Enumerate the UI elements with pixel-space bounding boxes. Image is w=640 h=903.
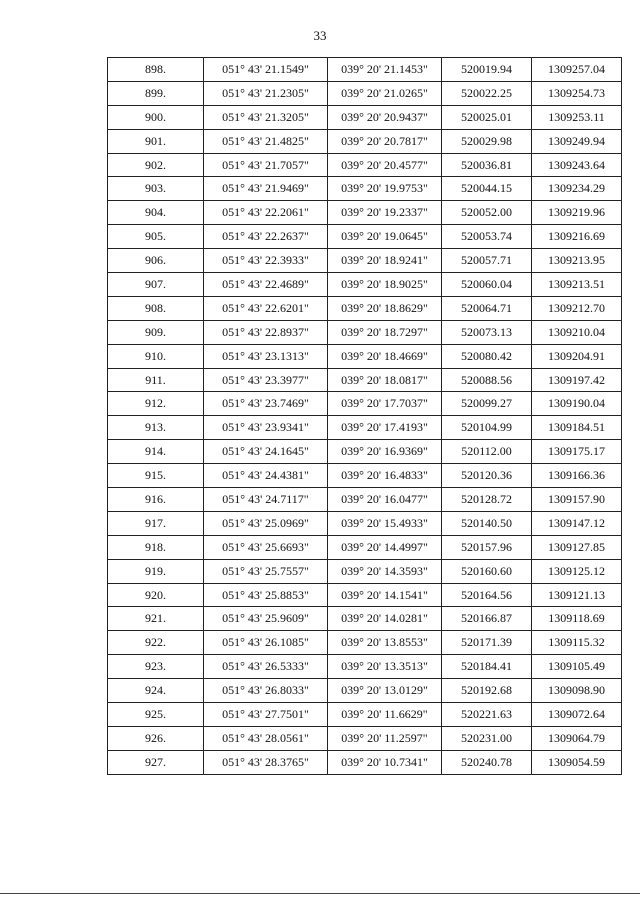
latitude-cell: 051° 43' 25.8853" (204, 583, 328, 607)
y-coordinate-cell: 1309253.11 (532, 105, 622, 129)
bottom-rule (0, 893, 640, 894)
x-coordinate-cell: 520171.39 (442, 631, 532, 655)
point-number-cell: 913. (108, 416, 204, 440)
table-row (108, 129, 622, 153)
x-coordinate-cell: 520053.74 (442, 225, 532, 249)
y-coordinate-cell: 1309213.95 (532, 249, 622, 273)
y-coordinate-cell: 1309212.70 (532, 296, 622, 320)
point-number-cell: 915. (108, 464, 204, 488)
longitude-cell: 039° 20' 18.9025" (328, 273, 442, 297)
table-row (108, 320, 622, 344)
longitude-cell: 039° 20' 14.0281" (328, 607, 442, 631)
y-coordinate-cell: 1309213.51 (532, 273, 622, 297)
y-coordinate-cell: 1309216.69 (532, 225, 622, 249)
point-number-cell: 906. (108, 249, 204, 273)
y-coordinate-cell: 1309190.04 (532, 392, 622, 416)
y-coordinate-cell: 1309249.94 (532, 129, 622, 153)
longitude-cell: 039° 20' 20.9437" (328, 105, 442, 129)
y-coordinate-cell: 1309147.12 (532, 511, 622, 535)
coordinate-table (107, 57, 622, 775)
longitude-cell: 039° 20' 11.6629" (328, 703, 442, 727)
x-coordinate-cell: 520060.04 (442, 273, 532, 297)
latitude-cell: 051° 43' 26.1085" (204, 631, 328, 655)
table-row (108, 750, 622, 774)
y-coordinate-cell: 1309118.69 (532, 607, 622, 631)
point-number-cell: 901. (108, 129, 204, 153)
longitude-cell: 039° 20' 11.2597" (328, 726, 442, 750)
point-number-cell: 903. (108, 177, 204, 201)
y-coordinate-cell: 1309105.49 (532, 655, 622, 679)
table-row (108, 368, 622, 392)
x-coordinate-cell: 520192.68 (442, 679, 532, 703)
table-row (108, 583, 622, 607)
coordinate-table-body (108, 58, 622, 775)
longitude-cell: 039° 20' 10.7341" (328, 750, 442, 774)
point-number-cell: 905. (108, 225, 204, 249)
table-row (108, 153, 622, 177)
y-coordinate-cell: 1309121.13 (532, 583, 622, 607)
longitude-cell: 039° 20' 13.8553" (328, 631, 442, 655)
longitude-cell: 039° 20' 18.8629" (328, 296, 442, 320)
point-number-cell: 926. (108, 726, 204, 750)
point-number-cell: 919. (108, 559, 204, 583)
longitude-cell: 039° 20' 18.0817" (328, 368, 442, 392)
latitude-cell: 051° 43' 22.2637" (204, 225, 328, 249)
longitude-cell: 039° 20' 15.4933" (328, 511, 442, 535)
point-number-cell: 908. (108, 296, 204, 320)
y-coordinate-cell: 1309243.64 (532, 153, 622, 177)
longitude-cell: 039° 20' 20.7817" (328, 129, 442, 153)
table-row (108, 535, 622, 559)
x-coordinate-cell: 520231.00 (442, 726, 532, 750)
table-row (108, 249, 622, 273)
longitude-cell: 039° 20' 19.2337" (328, 201, 442, 225)
latitude-cell: 051° 43' 26.8033" (204, 679, 328, 703)
y-coordinate-cell: 1309125.12 (532, 559, 622, 583)
y-coordinate-cell: 1309072.64 (532, 703, 622, 727)
x-coordinate-cell: 520184.41 (442, 655, 532, 679)
point-number-cell: 911. (108, 368, 204, 392)
x-coordinate-cell: 520064.71 (442, 296, 532, 320)
point-number-cell: 922. (108, 631, 204, 655)
point-number-cell: 909. (108, 320, 204, 344)
x-coordinate-cell: 520164.56 (442, 583, 532, 607)
latitude-cell: 051° 43' 25.6693" (204, 535, 328, 559)
point-number-cell: 904. (108, 201, 204, 225)
x-coordinate-cell: 520029.98 (442, 129, 532, 153)
x-coordinate-cell: 520088.56 (442, 368, 532, 392)
table-row (108, 631, 622, 655)
longitude-cell: 039° 20' 13.3513" (328, 655, 442, 679)
latitude-cell: 051° 43' 21.4825" (204, 129, 328, 153)
longitude-cell: 039° 20' 16.0477" (328, 488, 442, 512)
table-row (108, 273, 622, 297)
latitude-cell: 051° 43' 21.9469" (204, 177, 328, 201)
point-number-cell: 912. (108, 392, 204, 416)
latitude-cell: 051° 43' 23.7469" (204, 392, 328, 416)
table-row (108, 464, 622, 488)
x-coordinate-cell: 520120.36 (442, 464, 532, 488)
table-row (108, 416, 622, 440)
table-row (108, 105, 622, 129)
latitude-cell: 051° 43' 24.4381" (204, 464, 328, 488)
latitude-cell: 051° 43' 22.6201" (204, 296, 328, 320)
longitude-cell: 039° 20' 19.0645" (328, 225, 442, 249)
table-row (108, 703, 622, 727)
y-coordinate-cell: 1309204.91 (532, 344, 622, 368)
x-coordinate-cell: 520160.60 (442, 559, 532, 583)
y-coordinate-cell: 1309197.42 (532, 368, 622, 392)
point-number-cell: 920. (108, 583, 204, 607)
longitude-cell: 039° 20' 14.1541" (328, 583, 442, 607)
longitude-cell: 039° 20' 21.0265" (328, 81, 442, 105)
point-number-cell: 923. (108, 655, 204, 679)
point-number-cell: 902. (108, 153, 204, 177)
table-row (108, 655, 622, 679)
table-row (108, 177, 622, 201)
table-row (108, 392, 622, 416)
point-number-cell: 900. (108, 105, 204, 129)
table-row (108, 440, 622, 464)
table-row (108, 81, 622, 105)
y-coordinate-cell: 1309115.32 (532, 631, 622, 655)
x-coordinate-cell: 520221.63 (442, 703, 532, 727)
longitude-cell: 039° 20' 17.7037" (328, 392, 442, 416)
latitude-cell: 051° 43' 21.2305" (204, 81, 328, 105)
longitude-cell: 039° 20' 14.3593" (328, 559, 442, 583)
y-coordinate-cell: 1309257.04 (532, 58, 622, 82)
table-row (108, 58, 622, 82)
latitude-cell: 051° 43' 25.7557" (204, 559, 328, 583)
latitude-cell: 051° 43' 23.1313" (204, 344, 328, 368)
latitude-cell: 051° 43' 28.3765" (204, 750, 328, 774)
point-number-cell: 898. (108, 58, 204, 82)
longitude-cell: 039° 20' 18.7297" (328, 320, 442, 344)
latitude-cell: 051° 43' 23.9341" (204, 416, 328, 440)
table-row (108, 488, 622, 512)
point-number-cell: 927. (108, 750, 204, 774)
latitude-cell: 051° 43' 24.7117" (204, 488, 328, 512)
latitude-cell: 051° 43' 22.4689" (204, 273, 328, 297)
longitude-cell: 039° 20' 17.4193" (328, 416, 442, 440)
point-number-cell: 925. (108, 703, 204, 727)
point-number-cell: 916. (108, 488, 204, 512)
table-row (108, 511, 622, 535)
point-number-cell: 918. (108, 535, 204, 559)
table-row (108, 559, 622, 583)
y-coordinate-cell: 1309210.04 (532, 320, 622, 344)
point-number-cell: 910. (108, 344, 204, 368)
longitude-cell: 039° 20' 18.4669" (328, 344, 442, 368)
table-row (108, 344, 622, 368)
y-coordinate-cell: 1309219.96 (532, 201, 622, 225)
latitude-cell: 051° 43' 22.2061" (204, 201, 328, 225)
table-row (108, 225, 622, 249)
x-coordinate-cell: 520022.25 (442, 81, 532, 105)
point-number-cell: 921. (108, 607, 204, 631)
x-coordinate-cell: 520052.00 (442, 201, 532, 225)
latitude-cell: 051° 43' 25.0969" (204, 511, 328, 535)
page-number: 33 (313, 28, 327, 43)
longitude-cell: 039° 20' 20.4577" (328, 153, 442, 177)
y-coordinate-cell: 1309175.17 (532, 440, 622, 464)
point-number-cell: 917. (108, 511, 204, 535)
table-row (108, 201, 622, 225)
x-coordinate-cell: 520044.15 (442, 177, 532, 201)
x-coordinate-cell: 520025.01 (442, 105, 532, 129)
x-coordinate-cell: 520073.13 (442, 320, 532, 344)
latitude-cell: 051° 43' 21.3205" (204, 105, 328, 129)
longitude-cell: 039° 20' 16.4833" (328, 464, 442, 488)
y-coordinate-cell: 1309054.59 (532, 750, 622, 774)
latitude-cell: 051° 43' 22.8937" (204, 320, 328, 344)
latitude-cell: 051° 43' 28.0561" (204, 726, 328, 750)
latitude-cell: 051° 43' 21.7057" (204, 153, 328, 177)
longitude-cell: 039° 20' 16.9369" (328, 440, 442, 464)
point-number-cell: 907. (108, 273, 204, 297)
table-row (108, 726, 622, 750)
y-coordinate-cell: 1309064.79 (532, 726, 622, 750)
y-coordinate-cell: 1309254.73 (532, 81, 622, 105)
latitude-cell: 051° 43' 21.1549" (204, 58, 328, 82)
table-row (108, 607, 622, 631)
x-coordinate-cell: 520080.42 (442, 344, 532, 368)
y-coordinate-cell: 1309127.85 (532, 535, 622, 559)
x-coordinate-cell: 520112.00 (442, 440, 532, 464)
latitude-cell: 051° 43' 24.1645" (204, 440, 328, 464)
latitude-cell: 051° 43' 25.9609" (204, 607, 328, 631)
y-coordinate-cell: 1309166.36 (532, 464, 622, 488)
longitude-cell: 039° 20' 14.4997" (328, 535, 442, 559)
x-coordinate-cell: 520104.99 (442, 416, 532, 440)
point-number-cell: 899. (108, 81, 204, 105)
y-coordinate-cell: 1309157.90 (532, 488, 622, 512)
table-row (108, 679, 622, 703)
longitude-cell: 039° 20' 19.9753" (328, 177, 442, 201)
longitude-cell: 039° 20' 13.0129" (328, 679, 442, 703)
table-row (108, 296, 622, 320)
y-coordinate-cell: 1309184.51 (532, 416, 622, 440)
x-coordinate-cell: 520166.87 (442, 607, 532, 631)
latitude-cell: 051° 43' 22.3933" (204, 249, 328, 273)
longitude-cell: 039° 20' 18.9241" (328, 249, 442, 273)
x-coordinate-cell: 520240.78 (442, 750, 532, 774)
x-coordinate-cell: 520099.27 (442, 392, 532, 416)
y-coordinate-cell: 1309098.90 (532, 679, 622, 703)
x-coordinate-cell: 520128.72 (442, 488, 532, 512)
y-coordinate-cell: 1309234.29 (532, 177, 622, 201)
x-coordinate-cell: 520036.81 (442, 153, 532, 177)
latitude-cell: 051° 43' 26.5333" (204, 655, 328, 679)
x-coordinate-cell: 520057.71 (442, 249, 532, 273)
x-coordinate-cell: 520157.96 (442, 535, 532, 559)
longitude-cell: 039° 20' 21.1453" (328, 58, 442, 82)
x-coordinate-cell: 520019.94 (442, 58, 532, 82)
point-number-cell: 924. (108, 679, 204, 703)
x-coordinate-cell: 520140.50 (442, 511, 532, 535)
point-number-cell: 914. (108, 440, 204, 464)
latitude-cell: 051° 43' 27.7501" (204, 703, 328, 727)
latitude-cell: 051° 43' 23.3977" (204, 368, 328, 392)
